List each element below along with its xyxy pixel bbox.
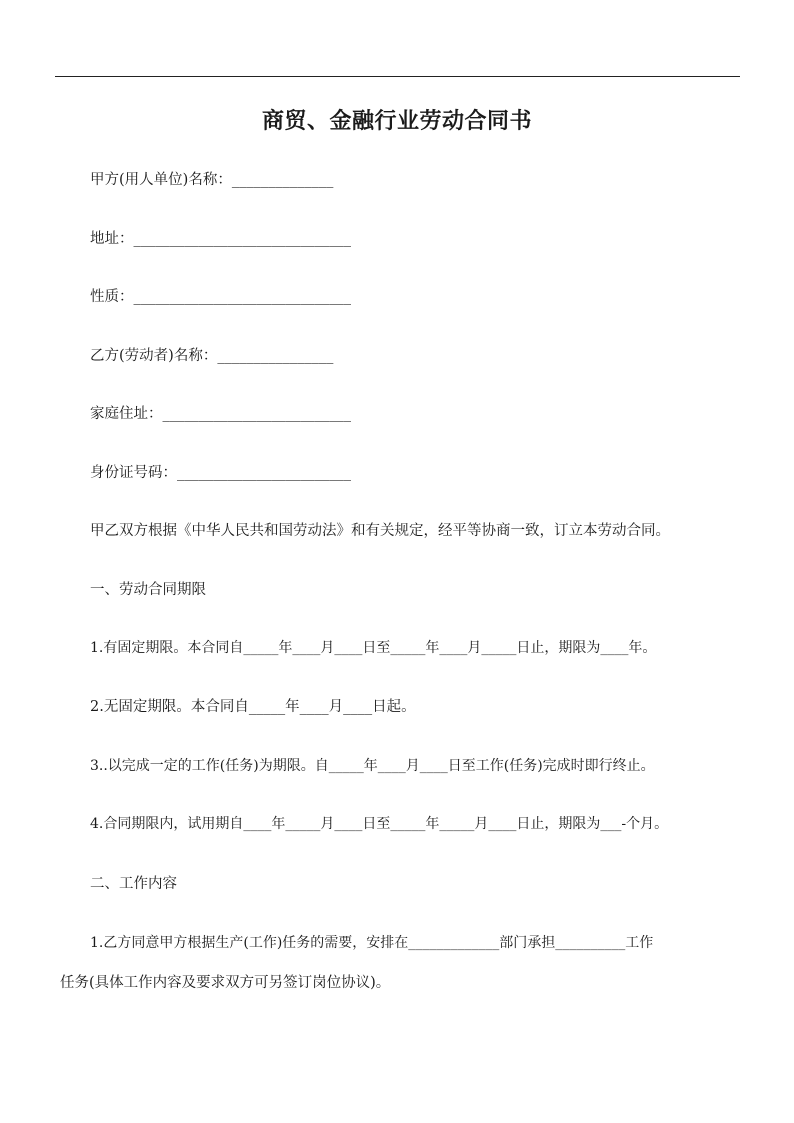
document-title: 商贸、金融行业劳动合同书 xyxy=(261,108,532,134)
clause-1-4: 4.合同期限内，试用期自____年_____月____日至_____年_____月____日止，期限为___-个月。 xyxy=(90,816,669,832)
party-a-nature-field: 性质：______________________________ xyxy=(90,289,351,305)
party-b-id-number-field: 身份证号码：________________________ xyxy=(90,465,351,481)
clause-2-1-line-2: 任务(具体工作内容及要求双方可另签订岗位协议)。 xyxy=(60,975,391,991)
party-a-address-field: 地址：______________________________ xyxy=(90,231,351,247)
clause-1-3: 3..以完成一定的工作(任务)为期限。自_____年____月____日至工作(任务)完成时即行终止。 xyxy=(90,758,655,774)
clause-1-1: 1.有固定期限。本合同自_____年____月____日至_____年____月_____日止，期限为____年。 xyxy=(90,640,657,656)
header-rule xyxy=(55,76,740,77)
party-b-name-field: 乙方(劳动者)名称：________________ xyxy=(90,348,334,364)
section-1-heading: 一、劳动合同期限 xyxy=(90,582,206,598)
party-b-home-address-field: 家庭住址：__________________________ xyxy=(90,406,351,422)
clause-1-2: 2.无固定期限。本合同自_____年____月____日起。 xyxy=(90,699,416,715)
section-2-heading: 二、工作内容 xyxy=(90,876,177,892)
contract-intro: 甲乙双方根据《中华人民共和国劳动法》和有关规定，经平等协商一致，订立本劳动合同。 xyxy=(90,523,670,539)
party-a-name-field: 甲方(用人单位)名称：______________ xyxy=(90,172,334,188)
clause-2-1-line-1: 1.乙方同意甲方根据生产(工作)任务的需要，安排在_____________部门承担__________工作 xyxy=(90,935,654,951)
